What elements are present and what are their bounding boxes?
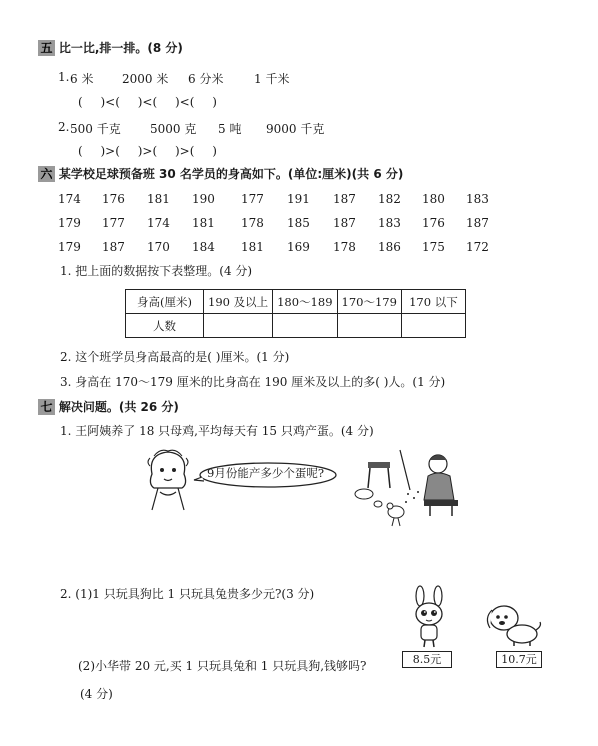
height-value: 185: [287, 216, 310, 230]
speech-bubble-text: 9月份能产多少个蛋呢?: [207, 466, 324, 480]
table-header: 180～189: [273, 290, 337, 314]
height-value: 174: [58, 192, 81, 206]
height-value: 177: [102, 216, 125, 230]
q7-2-2-text: (2)小华带 20 元,买 1 只玩具兔和 1 只玩具狗,钱够吗?: [78, 659, 367, 673]
answer-cell[interactable]: [204, 314, 273, 338]
height-value: 190: [192, 192, 215, 206]
girl-illustration: [142, 448, 194, 512]
question-number: 1.: [58, 70, 70, 84]
q5-2-answer-line: ( )>( )>( )>( ): [78, 144, 217, 158]
height-value: 187: [466, 216, 489, 230]
height-value: 178: [241, 216, 264, 230]
compare-item: 9000 千克: [266, 122, 325, 136]
answer-cell[interactable]: [337, 314, 401, 338]
height-value: 180: [422, 192, 445, 206]
height-value: 179: [58, 240, 81, 254]
height-value: 184: [192, 240, 215, 254]
compare-item: 5000 克: [150, 122, 197, 136]
height-sorting-table: [125, 289, 466, 338]
height-value: 186: [378, 240, 401, 254]
rabbit-price-tag: 8.5元: [402, 651, 452, 668]
height-value: 175: [422, 240, 445, 254]
answer-cell[interactable]: [401, 314, 465, 338]
table-header: 170 以下: [401, 290, 465, 314]
section-6-header: [38, 166, 403, 182]
height-value: 181: [192, 216, 215, 230]
answer-cell[interactable]: [273, 314, 337, 338]
height-value: 169: [287, 240, 310, 254]
dog-price-tag: 10.7元: [496, 651, 542, 668]
q5-1-answer-line: ( )<( )<( )<( ): [78, 95, 217, 109]
table-header-row: [126, 290, 466, 314]
height-value: 183: [466, 192, 489, 206]
table-row: [126, 314, 466, 338]
question-number: 2.: [58, 120, 70, 134]
q7-2-2-score: (4 分): [80, 687, 113, 701]
q7-2-1-text: 2. (1)1 只玩具狗比 1 只玩具兔贵多少元?(3 分): [60, 587, 315, 601]
height-value: 177: [241, 192, 264, 206]
table-header: 190 及以上: [204, 290, 273, 314]
section-title: 解决问题。(共 26 分): [58, 400, 179, 414]
height-value: 178: [333, 240, 356, 254]
height-value: 176: [102, 192, 125, 206]
compare-item: 2000 米: [122, 72, 169, 86]
height-value: 187: [102, 240, 125, 254]
height-value: 181: [147, 192, 170, 206]
height-value: 183: [378, 216, 401, 230]
height-value: 187: [333, 192, 356, 206]
q6-1-text: 1. 把上面的数据按下表整理。(4 分): [60, 264, 253, 278]
section-title: 某学校足球预备班 30 名学员的身高如下。(单位:厘米)(共 6 分): [58, 167, 404, 181]
height-value: 172: [466, 240, 489, 254]
section-number-badge: 七: [38, 399, 55, 415]
compare-item: 6 分米: [188, 72, 224, 86]
section-5-header: [38, 40, 183, 56]
table-row-label: 人数: [126, 314, 204, 338]
toy-dog-illustration: [484, 604, 542, 646]
q7-1-text: 1. 王阿姨养了 18 只母鸡,平均每天有 15 只鸡产蛋。(4 分): [60, 424, 374, 438]
height-value: 191: [287, 192, 310, 206]
chickens-and-woman-illustration: [348, 450, 472, 528]
section-7-header: [38, 399, 179, 415]
section-number-badge: 六: [38, 166, 55, 182]
height-value: 187: [333, 216, 356, 230]
compare-item: 500 千克: [70, 122, 121, 136]
compare-item: 1 千米: [254, 72, 290, 86]
height-value: 170: [147, 240, 170, 254]
height-value: 182: [378, 192, 401, 206]
height-value: 174: [147, 216, 170, 230]
height-value: 176: [422, 216, 445, 230]
compare-item: 5 吨: [218, 122, 242, 136]
q6-2-text: 2. 这个班学员身高最高的是( )厘米。(1 分): [60, 350, 290, 364]
table-header: 170～179: [337, 290, 401, 314]
section-title: 比一比,排一排。(8 分): [58, 41, 183, 55]
section-number-badge: 五: [38, 40, 55, 56]
compare-item: 6 米: [70, 72, 94, 86]
q6-3-text: 3. 身高在 170～179 厘米的比身高在 190 厘米及以上的多( )人。(1 分): [60, 375, 446, 389]
table-header: 身高(厘米): [126, 290, 204, 314]
height-value: 179: [58, 216, 81, 230]
height-value: 181: [241, 240, 264, 254]
toy-rabbit-illustration: [408, 586, 450, 648]
